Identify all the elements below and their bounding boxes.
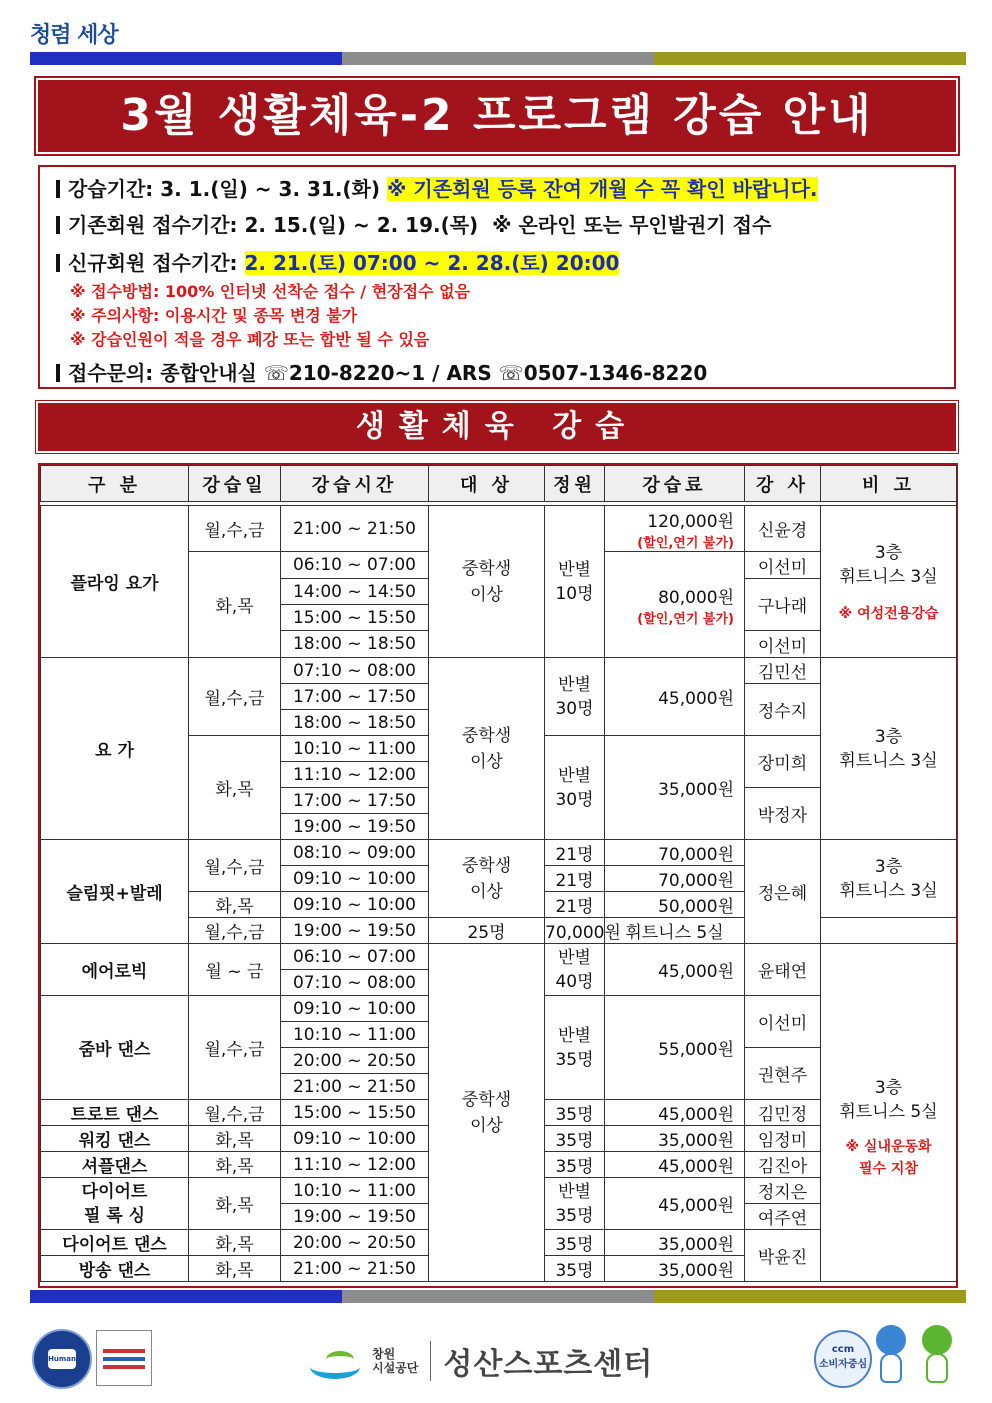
fee-cell: 45,000원 (605, 944, 745, 996)
instructor-cell: 이선미 (745, 996, 821, 1048)
time-cell: 19:00 ~ 19:50 (281, 1204, 429, 1230)
remark-cell: 3층 휘트니스 3실 ※ 여성전용강습 (821, 506, 957, 658)
days-cell: 화,목 (189, 552, 281, 658)
program-trot: 트로트 댄스 (41, 1100, 189, 1126)
time-cell: 21:00 ~ 21:50 (281, 1256, 429, 1282)
instructor-cell: 신윤경 (745, 506, 821, 552)
instructor-cell: 박윤진 (745, 1230, 821, 1282)
days-cell: 화,목 (189, 1152, 281, 1178)
capacity-cell: 35명 (545, 1152, 605, 1178)
header-days: 강습일 (189, 466, 281, 502)
fee-cell: 70,000원 (605, 866, 745, 892)
time-cell: 19:00 ~ 19:50 (281, 918, 429, 944)
instructor-cell: 김민선 (745, 658, 821, 684)
time-cell: 15:00 ~ 15:50 (281, 605, 429, 631)
table-row (41, 506, 957, 552)
instructor-cell: 윤태연 (745, 944, 821, 996)
fee-cell: 35,000원 (605, 1126, 745, 1152)
mascot-green-icon (920, 1325, 954, 1387)
swoosh-icon (310, 1345, 366, 1377)
time-cell: 09:10 ~ 10:00 (281, 1126, 429, 1152)
days-cell: 월,수,금 (189, 918, 281, 944)
time-cell: 14:00 ~ 14:50 (281, 579, 429, 605)
target-cell: 중학생 이상 (429, 840, 545, 918)
page-title: 3월 생활체육-2 프로그램 강습 안내 (38, 80, 956, 152)
fee-cell: 45,000원 (605, 658, 745, 736)
instructor-cell: 이선미 (745, 552, 821, 579)
header-category: 구 분 (41, 466, 189, 502)
target-cell: 중학생 이상 (429, 658, 545, 840)
org-name: 창원 시설공단 (372, 1347, 419, 1375)
table-row (41, 840, 957, 866)
fee-cell: 45,000원 (605, 1100, 745, 1126)
instructor-cell: 구나래 (745, 579, 821, 631)
time-cell: 11:10 ~ 12:00 (281, 762, 429, 788)
time-cell: 07:10 ~ 08:00 (281, 658, 429, 684)
capacity-cell: 반별 30명 (545, 658, 605, 736)
table-row (41, 944, 957, 970)
fee-cell: 55,000원 (605, 996, 745, 1100)
time-cell: 09:10 ~ 10:00 (281, 892, 429, 918)
time-cell: 20:00 ~ 20:50 (281, 1048, 429, 1074)
time-cell: 11:10 ~ 12:00 (281, 1152, 429, 1178)
fee-cell: 45,000원 (605, 1152, 745, 1178)
time-cell: 09:10 ~ 10:00 (281, 996, 429, 1022)
program-flying-yoga: 플라잉 요가 (41, 506, 189, 658)
header-fee: 강습료 (605, 466, 745, 502)
new-line: 신규회원 접수기간: 2. 21.(토) 07:00 ~ 2. 28.(토) 20:00 (56, 247, 619, 276)
time-cell: 17:00 ~ 17:50 (281, 788, 429, 814)
existing-line: 기존회원 접수기간: 2. 15.(일) ~ 2. 19.(목) ※ 온라인 또는 무인발권기 접수 (56, 209, 771, 238)
instructor-cell: 김민정 (745, 1100, 821, 1126)
program-walking: 워킹 댄스 (41, 1126, 189, 1152)
remark-cell: 휘트니스 5실 (605, 918, 745, 944)
time-cell: 20:00 ~ 20:50 (281, 1230, 429, 1256)
capacity-cell: 반별 30명 (545, 736, 605, 840)
capacity-cell: 21명 (545, 840, 605, 866)
note-caution: ※ 주의사항: 이용시간 및 종목 변경 불가 (70, 306, 358, 325)
capacity-cell: 35명 (545, 1230, 605, 1256)
fee-cell: 70,000원 (605, 840, 745, 866)
time-cell: 17:00 ~ 17:50 (281, 684, 429, 710)
time-cell: 18:00 ~ 18:50 (281, 710, 429, 736)
period-line: 강습기간: 3. 1.(일) ~ 3. 31.(화) ※ 기존회원 등록 잔여 개월 수 꼭 확인 바랍니다. (56, 173, 818, 202)
instructor-cell: 김진아 (745, 1152, 821, 1178)
capacity-cell: 반별 35명 (545, 996, 605, 1100)
header-time: 강습시간 (281, 466, 429, 502)
header-remark: 비 고 (821, 466, 957, 502)
days-cell: 화,목 (189, 892, 281, 918)
instructor-cell: 이선미 (745, 631, 821, 658)
fee-cell: 50,000원 (605, 892, 745, 918)
remark-cell: 3층 휘트니스 3실 (821, 840, 957, 918)
table-header-row (41, 466, 957, 502)
center-logo (310, 1336, 653, 1386)
capacity-cell: 35명 (545, 1100, 605, 1126)
program-aerobic: 에어로빅 (41, 944, 189, 996)
time-cell: 08:10 ~ 09:00 (281, 840, 429, 866)
days-cell: 월,수,금 (189, 996, 281, 1100)
info-box (38, 165, 956, 389)
days-cell: 화,목 (189, 1230, 281, 1256)
section-title: 생활체육 강습 (38, 403, 956, 451)
time-cell: 06:10 ~ 07:00 (281, 552, 429, 579)
time-cell: 19:00 ~ 19:50 (281, 814, 429, 840)
instructor-cell: 임정미 (745, 1126, 821, 1152)
program-zumba: 줌바 댄스 (41, 996, 189, 1100)
new-period-highlight: 2. 21.(토) 07:00 ~ 2. 28.(토) 20:00 (244, 251, 620, 275)
period-note: ※ 기존회원 등록 잔여 개월 수 꼭 확인 바랍니다. (387, 177, 818, 201)
instructor-cell: 정지은 (745, 1178, 821, 1204)
fee-cell: 35,000원 (605, 1256, 745, 1282)
fee-cell: 80,000원 (할인,연기 불가) (605, 552, 745, 658)
program-slimfit: 슬림핏+발레 (41, 840, 189, 944)
target-cell: 중학생 이상 (429, 944, 545, 1282)
capacity-cell: 반별 35명 (545, 1178, 605, 1230)
schedule-table (40, 465, 957, 1282)
remark-cell: 3층 휘트니스 5실 ※ 실내운동화 필수 지참 (821, 944, 957, 1282)
time-cell: 10:10 ~ 11:00 (281, 1178, 429, 1204)
days-cell: 월,수,금 (189, 506, 281, 552)
target-cell: 중학생 이상 (429, 506, 545, 658)
instructor-cell: 정수지 (745, 684, 821, 736)
certification-logo (96, 1330, 152, 1386)
days-cell: 화,목 (189, 736, 281, 840)
slogan-logo: 청렴 세상 (30, 22, 118, 48)
header-capacity: 정원 (545, 466, 605, 502)
time-cell: 09:10 ~ 10:00 (281, 866, 429, 892)
capacity-cell: 21명 (545, 866, 605, 892)
instructor-cell: 여주연 (745, 1204, 821, 1230)
days-cell: 화,목 (189, 1256, 281, 1282)
time-cell: 21:00 ~ 21:50 (281, 1074, 429, 1100)
fee-cell: 45,000원 (605, 1178, 745, 1230)
top-color-bar (30, 52, 966, 65)
time-cell: 06:10 ~ 07:00 (281, 944, 429, 970)
capacity-cell: 35명 (545, 1256, 605, 1282)
instructor-cell: 장미희 (745, 736, 821, 788)
time-cell: 10:10 ~ 11:00 (281, 736, 429, 762)
table-row (41, 658, 957, 684)
time-cell: 18:00 ~ 18:50 (281, 631, 429, 658)
program-pilo: 다이어트 필 록 싱 (41, 1178, 189, 1230)
fee-cell: 70,000원 (545, 918, 605, 944)
header-target: 대 상 (429, 466, 545, 502)
program-diet-dance: 다이어트 댄스 (41, 1230, 189, 1256)
fee-cell: 120,000원 (할인,연기 불가) (605, 506, 745, 552)
mascot-blue-icon (874, 1325, 908, 1387)
days-cell: 월 ~ 금 (189, 944, 281, 996)
program-broadcast: 방송 댄스 (41, 1256, 189, 1282)
note-cancel: ※ 강습인원이 적을 경우 폐강 또는 합반 될 수 있음 (70, 330, 430, 349)
fee-cell: 35,000원 (605, 1230, 745, 1256)
capacity-cell: 반별 10명 (545, 506, 605, 658)
days-cell: 화,목 (189, 1178, 281, 1230)
capacity-cell: 반별 40명 (545, 944, 605, 996)
days-cell: 월,수,금 (189, 1100, 281, 1126)
days-cell: 화,목 (189, 1126, 281, 1152)
days-cell: 월,수,금 (189, 840, 281, 892)
time-cell: 07:10 ~ 08:00 (281, 970, 429, 996)
capacity-cell: 35명 (545, 1126, 605, 1152)
header-instructor: 강 사 (745, 466, 821, 502)
instructor-cell: 정은혜 (745, 840, 821, 944)
capacity-cell: 21명 (545, 892, 605, 918)
fee-cell: 35,000원 (605, 736, 745, 840)
time-cell: 21:00 ~ 21:50 (281, 506, 429, 552)
instructor-cell: 권현주 (745, 1048, 821, 1100)
human-rights-logo: Human (32, 1329, 92, 1389)
remark-cell: 3층 휘트니스 3실 (821, 658, 957, 840)
program-shuffle: 셔플댄스 (41, 1152, 189, 1178)
center-name: 성산스포츠센터 (443, 1347, 654, 1382)
days-cell: 월,수,금 (189, 658, 281, 736)
capacity-cell: 25명 (429, 918, 545, 944)
program-yoga: 요 가 (41, 658, 189, 840)
time-cell: 15:00 ~ 15:50 (281, 1100, 429, 1126)
note-method: ※ 접수방법: 100% 인터넷 선착순 접수 / 현장접수 없음 (70, 282, 470, 301)
ccm-logo: ccm 소비자중심 (814, 1330, 872, 1388)
time-cell: 10:10 ~ 11:00 (281, 1022, 429, 1048)
inquiry-line: 접수문의: 종합안내실 ☏210-8220~1 / ARS ☏0507-1346-8220 (56, 357, 707, 386)
bottom-color-bar (30, 1290, 966, 1303)
instructor-cell: 박정자 (745, 788, 821, 840)
